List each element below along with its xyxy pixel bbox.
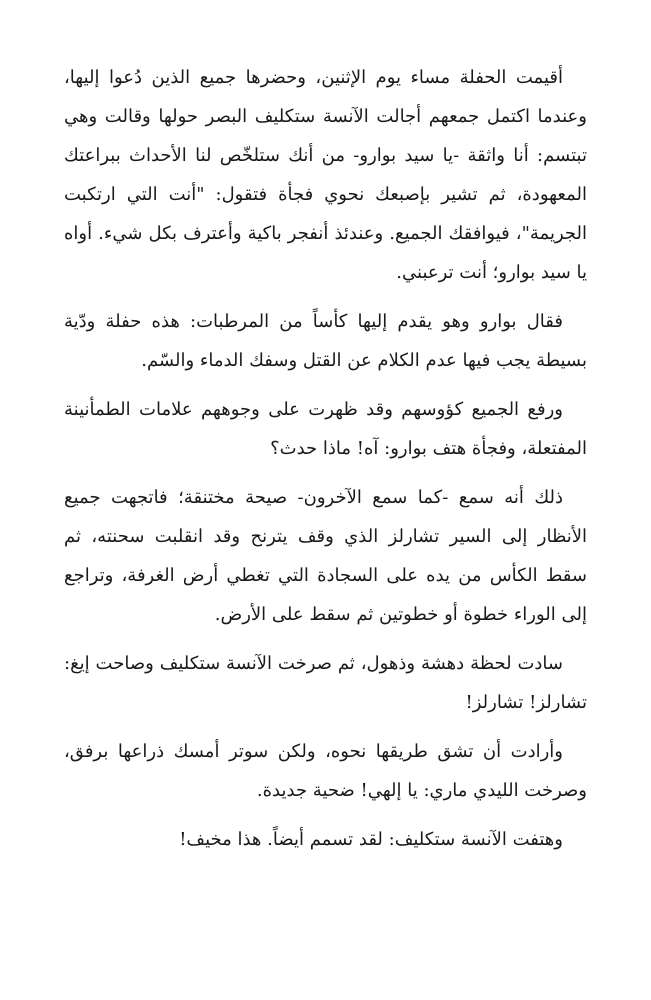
paragraph-6: وأرادت أن تشق طريقها نحوه، ولكن سوتر أمسك ذراعها برفق، وصرخت الليدي ماري: يا إلهي! ضحية جديدة. <box>64 741 587 801</box>
paragraph-2: فقال بوارو وهو يقدم إليها كأساً من المرطبات: هذه حفلة ودّية بسيطة يجب فيها عدم الكلام عن القتل وسفك الدماء والسّم. <box>64 311 587 371</box>
paragraph-3: ورفع الجميع كؤوسهم وقد ظهرت على وجوههم علامات الطمأنينة المفتعلة، وفجأة هتف بوارو: آه! ماذا حدث؟ <box>64 399 587 459</box>
paragraph-4: ذلك أنه سمع -كما سمع الآخرون- صيحة مختنقة؛ فاتجهت جميع الأنظار إلى السير تشارلز الذي وقف يترنح وقد انقلبت سحنته، ثم سقط الكأس من يده على السجادة التي تغطي أرض الغرفة، وتراجع إلى الوراء خطوة أو خطوتين ثم سقط على الأرض. <box>64 487 587 625</box>
paragraph-1: أقيمت الحفلة مساء يوم الإثنين، وحضرها جميع الذين دُعوا إليها، وعندما اكتمل جمعهم أجالت الآنسة ستكليف البصر حولها وقالت وهي تبتسم: أنا واثقة -يا سيد بوارو- من أنك ستلخّص لنا الأحداث ببراعتك المعهودة، ثم تشير بإصبعك نحوي فجأة فتقول: "أنت التي ارتكبت الجريمة"، فيوافقك الجميع. وعندئذ أنفجر باكية وأعترف بكل شيء. أواه يا سيد بوارو؛ أنت ترعبني. <box>64 67 587 283</box>
paragraph-7: وهتفت الآنسة ستكليف: لقد تسمم أيضاً. هذا مخيف! <box>179 829 563 850</box>
paragraph-5: سادت لحظة دهشة وذهول، ثم صرخت الآنسة ستكليف وصاحت إيغ: تشارلز! تشارلز! <box>64 653 587 713</box>
